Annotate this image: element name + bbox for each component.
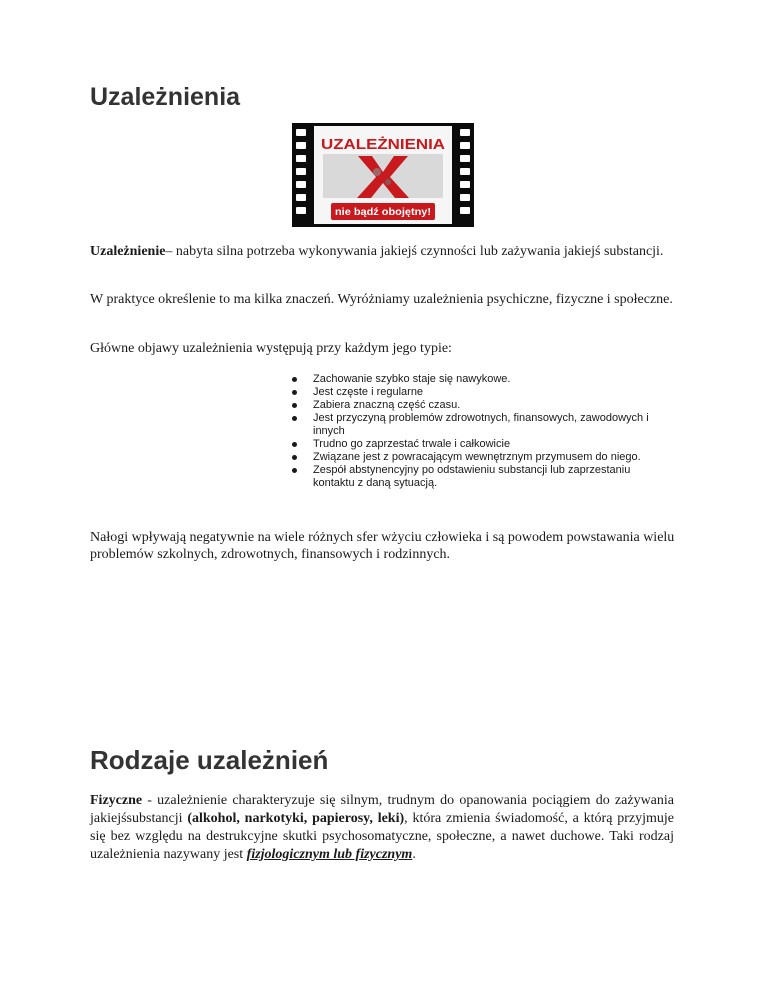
substance-examples: (alkohol, narkotyki, papierosy, leki) [187, 811, 405, 826]
film-strip-left [292, 123, 310, 227]
physical-text-a: - uzależnienie charakteryzuje się silnym, trudnym do opanowania pociągiem do zażywania jakiejśsubstancji [90, 793, 674, 826]
definition-paragraph [90, 243, 680, 260]
physiological-terms: fizjologicznym lub fizycznym [246, 847, 413, 862]
poster-slogan-text: nie bądź obojętny! [335, 207, 431, 218]
physical-term: Fizyczne [90, 793, 143, 808]
symptoms-intro-paragraph: Główne objawy uzależnienia występują przy każdym jego typie: [90, 341, 452, 356]
list-item: Zabiera znaczną część czasu. [313, 399, 658, 412]
poster-banner-text: UZALEŻNIENIA [321, 136, 446, 153]
list-item: Jest przyczyną problemów zdrowotnych, finansowych, zawodowych i innych [313, 412, 658, 438]
poster-frame [314, 126, 452, 224]
section-title-uzaleznienia: Uzależnienia [90, 83, 241, 111]
physical-text-b: , która zmienia świadomość, a którą przyjmuje się bez względu na destrukcyjne skutki psychosomatyczne, społeczne, a nawet duchowe. Taki rodzaj uzależnienia nazywany jest [90, 811, 674, 862]
definition-text: – nabyta silna potrzeba wykonywania jakiejś czynności lub zażywania jakiejś substancji. [165, 244, 664, 259]
definition-term: Uzależnienie [90, 244, 166, 259]
list-item: Związane jest z powracającym wewnętrznym przymusem do niego. [313, 451, 658, 464]
physical-text-end: . [412, 847, 416, 862]
addiction-poster-image [292, 123, 474, 227]
consequences-paragraph: Nałogi wpływają negatywnie na wiele różnych sfer wżyciu człowieka i są powodem powstawania wielu problemów szkolnych, zdrowotnych, finansowych i rodzinnych. [90, 530, 675, 562]
list-item: Zachowanie szybko staje się nawykowe. [313, 373, 658, 386]
list-item: Zespół abstynencyjny po odstawieniu substancji lub zaprzestaniu kontaktu z daną sytuacją. [313, 464, 658, 490]
physical-addiction-paragraph [90, 792, 674, 864]
symptoms-list [313, 373, 658, 490]
meanings-paragraph: W praktyce określenie to ma kilka znaczeń. Wyróżniamy uzależnienia psychiczne, fizyczne i społeczne. [90, 292, 673, 307]
list-item: Jest częste i regularne [313, 386, 658, 399]
list-item: Trudno go zaprzestać trwale i całkowicie [313, 438, 658, 451]
film-strip-right [456, 123, 474, 227]
section-title-rodzaje: Rodzaje uzależnień [90, 745, 329, 775]
